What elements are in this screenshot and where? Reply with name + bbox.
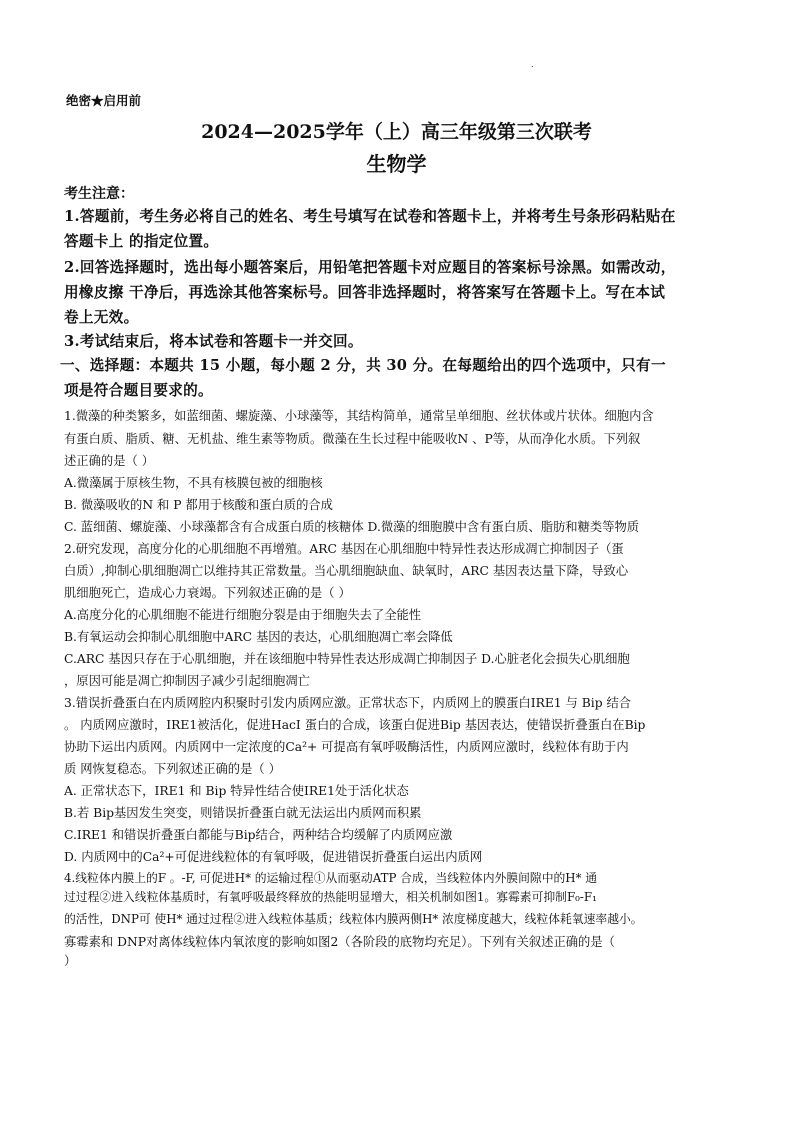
notice-line: 用橡皮擦 干净后，再选涂其他答案标号。回答非选择题时，将答案写在答题卡上。写在本试 — [64, 284, 666, 301]
question-line: C.ARC 基因只存在于心肌细胞，并在该细胞中特异性表达形成凋亡抑制因子 D.心脏老化会损失心肌细胞 — [64, 652, 630, 666]
question-line: B. 微藻吸收的N 和 P 都用于核酸和蛋白质的合成 — [64, 498, 333, 512]
question-line: A.高度分化的心肌细胞不能进行细胞分裂是由于细胞失去了全能性 — [64, 608, 422, 622]
question-line: 寡霉素和 DNP对离体线粒体内氧浓度的影响如图2（各阶段的底物均充足）。下列有关叙述正确的是（ — [64, 935, 615, 949]
question-line: 1.微藻的种类繁多，如蓝细菌、螺旋藻、小球藻等，其结构简单，通常呈单细胞、丝状体或片状体。细胞内含 — [64, 409, 654, 423]
exam-title: 2024—2025学年（上）高三年级第三次联考 — [201, 121, 592, 143]
confidential-label: 绝密★启用前 — [66, 93, 142, 108]
question-line: 述正确的是（ ） — [64, 454, 154, 468]
question-line: 过过程②进入线粒体基质时，有氧呼吸最终释放的热能明显增大，相关机制如图1。寡霉素可抑制F₀-F₁ — [64, 890, 597, 904]
subject-title: 生物学 — [366, 152, 427, 176]
question-line: B.若 Bip基因发生突变，则错误折叠蛋白就无法运出内质网而积累 — [64, 806, 422, 820]
question-line: 肌细胞死亡，造成心力衰竭。下列叙述正确的是（ ） — [64, 586, 351, 600]
question-line: C. 蓝细菌、螺旋藻、小球藻都含有合成蛋白质的核糖体 D.微藻的细胞膜中含有蛋白质、脂肪和糖类等物质 — [64, 520, 640, 534]
question-line: 有蛋白质、脂质、糖、无机盐、维生素等物质。微藻在生长过程中能吸收N 、P等，从而净化水质。下列叙 — [64, 432, 641, 446]
notice-line: 答题卡上 的指定位置。 — [64, 233, 219, 250]
question-line: C.IRE1 和错误折叠蛋白都能与Bip结合，两种结合均缓解了内质网应激 — [64, 828, 453, 842]
question-line: 2.研究发现，高度分化的心肌细胞不再增殖。ARC 基因在心肌细胞中特异性表达形成凋亡抑制因子（蛋 — [64, 542, 624, 556]
question-line: 的活性，DNP可 使H* 通过过程②进入线粒体基质；线粒体内膜两侧H* 浓度梯度越大，线粒体耗氧速率越小。 — [64, 912, 643, 926]
question-line: 3.错误折叠蛋白在内质网腔内积聚时引发内质网应激。正常状态下，内质网上的膜蛋白IRE1 与 Bip 结合 — [64, 696, 632, 710]
question-line: D. 内质网中的Ca²+可促进线粒体的有氧呼吸，促进错误折叠蛋白运出内质网 — [64, 850, 483, 864]
question-line: B.有氧运动会抑制心肌细胞中ARC 基因的表达，心肌细胞凋亡率会降低 — [64, 630, 453, 644]
question-line: 4.线粒体内膜上的F 。-F, 可促进H* 的运输过程①从而驱动ATP 合成，当线粒体内外膜间隙中的H* 通 — [64, 871, 598, 885]
notice-heading: 考生注意： — [64, 186, 134, 202]
question-line: ） — [64, 954, 77, 968]
question-line: 协助下运出内质网。内质网中一定浓度的Ca²+ 可提高有氧呼吸酶活性，内质网应激时，线粒体有助于内 — [64, 740, 629, 754]
notice-line: 1.答题前，考生务必将自己的姓名、考生号填写在试卷和答题卡上，并将考生号条形码粘贴在 — [64, 208, 676, 225]
section-heading: 项是符合题目要求的。 — [64, 382, 213, 399]
question-line: A. 正常状态下，IRE1 和 Bip 特异性结合使IRE1处于活化状态 — [64, 784, 409, 798]
question-line: 质 网恢复稳态。下列叙述正确的是（ ） — [64, 762, 281, 776]
notice-line: 2.回答选择题时，选出每小题答案后，用铅笔把答题卡对应题目的答案标号涂黑。如需改动， — [64, 259, 676, 276]
section-heading: 一、选择题：本题共 15 小题，每小题 2 分，共 30 分。在每题给出的四个选项中，只有一 — [60, 357, 666, 374]
question-line: 。 内质网应激时，IRE1被活化，促进HacI 蛋白的合成，该蛋白促进Bip 基因表达，使错误折叠蛋白在Bip — [64, 718, 646, 732]
notice-line: 3.考试结束后，将本试卷和答题卡一并交回。 — [64, 333, 363, 350]
notice-line: 卷上无效。 — [64, 309, 139, 326]
question-line: 白质）,抑制心肌细胞凋亡以维持其正常数量。当心肌细胞缺血、缺氧时，ARC 基因表达量下降，导致心 — [64, 564, 629, 578]
top-mark: . — [531, 60, 534, 69]
question-line: ，原因可能是凋亡抑制因子减少引起细胞凋亡 — [64, 674, 310, 688]
question-line: A.微藻属于原核生物，不具有核膜包被的细胞核 — [64, 476, 323, 490]
